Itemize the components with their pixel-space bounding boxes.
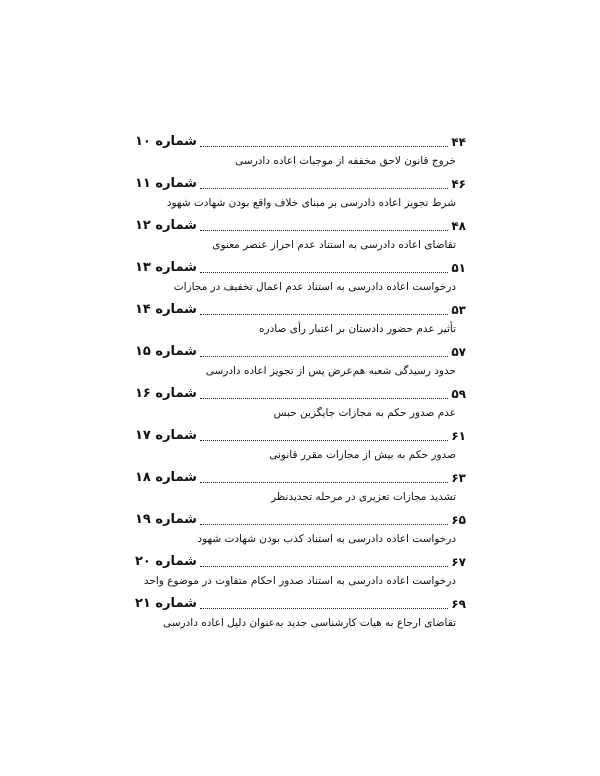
dot-leader — [200, 271, 448, 273]
dot-leader — [200, 355, 448, 357]
toc-entry-header — [133, 258, 466, 278]
page-number: ۴۴ — [451, 135, 466, 149]
entry-description: عدم صدور حکم به مجازات جایگزین حبس — [273, 407, 456, 419]
entry-description: خروج قانون لاحق مخففه از موجبات اعاده دادرسی — [235, 155, 456, 167]
page-number: ۵۱ — [451, 261, 466, 275]
toc-entry — [133, 132, 466, 174]
dot-leader — [200, 565, 448, 567]
entry-description: تقاضای اعاده دادرسی به استناد عدم احراز عنصر معنوی — [212, 239, 456, 251]
entry-title: شماره ۱۸ — [135, 470, 197, 485]
entry-title: شماره ۲۱ — [135, 596, 197, 611]
entry-description: تقاضای ارجاع به هیات کارشناسی جدید به‌عنوان دلیل اعاده دادرسی — [163, 617, 456, 629]
dot-leader — [200, 187, 448, 189]
entry-title: شماره ۱۱ — [135, 176, 197, 191]
page-number: ۵۳ — [451, 303, 466, 317]
toc-entry — [133, 258, 466, 300]
toc-entry — [133, 510, 466, 552]
dot-leader — [200, 523, 448, 525]
entry-description: درخواست اعاده دادرسی به استناد عدم اعمال تخفیف در مجازات — [173, 281, 456, 293]
dot-leader — [200, 481, 448, 483]
entry-title: شماره ۱۶ — [135, 386, 197, 401]
dot-leader — [200, 607, 448, 609]
dot-leader — [200, 229, 448, 231]
entry-title: شماره ۱۴ — [135, 302, 197, 317]
dot-leader — [200, 145, 448, 147]
entry-title: شماره ۱۷ — [135, 428, 197, 443]
page-number: ۵۷ — [451, 345, 466, 359]
dot-leader — [200, 313, 448, 315]
entry-description: درخواست اعاده دادرسی به استناد صدور احکام متفاوت در موضوع واحد — [143, 575, 456, 587]
toc-entry — [133, 300, 466, 342]
page-number: ۶۳ — [451, 471, 466, 485]
entry-description: تشدید مجازات تعزیری در مرحله تجدیدنظر — [271, 491, 456, 503]
entry-title: شماره ۱۲ — [135, 218, 197, 233]
toc-entry-header — [133, 468, 466, 488]
toc-entry — [133, 552, 466, 594]
entry-title: شماره ۲۰ — [135, 554, 197, 569]
toc-entry-header — [133, 342, 466, 362]
page-number: ۶۹ — [451, 597, 466, 611]
toc-entry — [133, 468, 466, 510]
toc-entry-header — [133, 426, 466, 446]
toc-entry-header — [133, 384, 466, 404]
page-number: ۵۹ — [451, 387, 466, 401]
entry-description: حدود رسیدگی شعبه هم‌عرض پس از تجویز اعاده دادرسی — [205, 365, 456, 377]
table-of-contents — [133, 132, 466, 636]
toc-entry — [133, 384, 466, 426]
entry-description: شرط تجویز اعاده دادرسی بر مبنای خلاف واقع بودن شهادت شهود — [166, 197, 456, 209]
dot-leader — [200, 439, 448, 441]
toc-entry-header — [133, 552, 466, 572]
page-number: ۴۶ — [451, 177, 466, 191]
toc-entry-header — [133, 216, 466, 236]
entry-description: درخواست اعاده دادرسی به استناد کذب بودن شهادت شهود — [197, 533, 456, 545]
page-number: ۴۸ — [451, 219, 466, 233]
entry-title: شماره ۱۳ — [135, 260, 197, 275]
page-number: ۶۷ — [451, 555, 466, 569]
entry-title: شماره ۱۰ — [135, 134, 197, 149]
toc-entry-header — [133, 174, 466, 194]
toc-entry-header — [133, 594, 466, 614]
entry-description: صدور حکم به بیش از مجازات مقرر قانونی — [269, 449, 456, 461]
page-number: ۶۵ — [451, 513, 466, 527]
toc-entry-header — [133, 300, 466, 320]
toc-entry — [133, 426, 466, 468]
page-number: ۶۱ — [451, 429, 466, 443]
entry-title: شماره ۱۹ — [135, 512, 197, 527]
toc-entry — [133, 342, 466, 384]
toc-entry — [133, 216, 466, 258]
dot-leader — [200, 397, 448, 399]
entry-description: تأثیر عدم حضور دادستان بر اعتبار رأی صادره — [259, 323, 456, 335]
toc-entry-header — [133, 132, 466, 152]
toc-entry-header — [133, 510, 466, 530]
toc-entry — [133, 174, 466, 216]
entry-title: شماره ۱۵ — [135, 344, 197, 359]
toc-entry — [133, 594, 466, 636]
